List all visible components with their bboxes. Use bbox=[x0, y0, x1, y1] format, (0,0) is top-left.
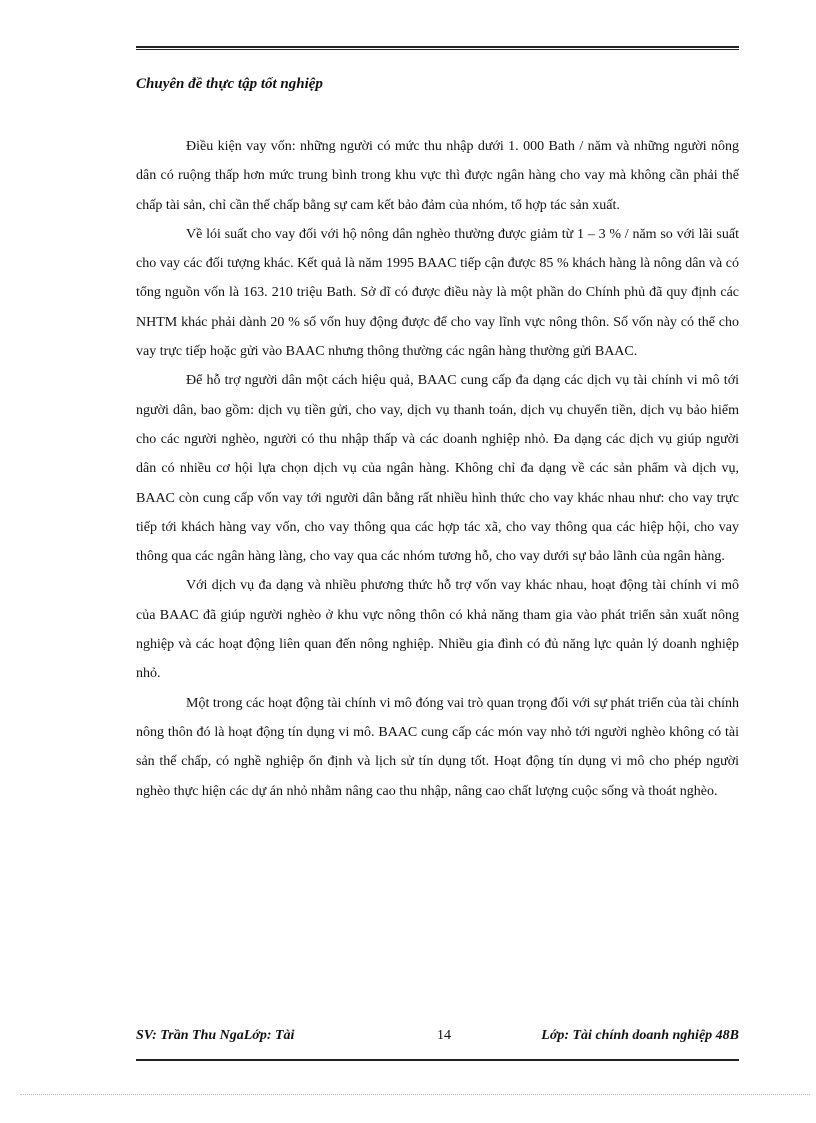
footer-student-info: SV: Trần Thu NgaLớp: Tài bbox=[136, 1028, 295, 1043]
page-footer bbox=[136, 1028, 739, 1050]
footer-class-info: Lớp: Tài chính doanh nghiệp 48B bbox=[541, 1028, 739, 1043]
paragraph-loan-conditions: Điều kiện vay vốn: những người có mức thu nhập dưới 1. 000 Bath / năm và những người nông dân có ruộng thấp hơn mức trung bình trong khu vực thì được ngân hàng cho vay mà không cần phải thế chấp tài sản, chỉ cần thế chấp bằng sự cam kết bảo đảm của nhóm, tổ hợp tác sản xuất. bbox=[136, 139, 739, 213]
header-rule bbox=[136, 46, 739, 50]
paragraph-services: Để hỗ trợ người dân một cách hiệu quả, BAAC cung cấp đa dạng các dịch vụ tài chính vi mô tới người dân, bao gồm: dịch vụ tiền gửi, cho vay, dịch vụ thanh toán, dịch vụ chuyển tiền, dịch vụ bảo hiểm cho các người nghèo, người có thu nhập thấp và các doanh nghiệp nhỏ. Đa dạng các dịch vụ giúp người dân có nhiều cơ hội lựa chọn dịch vụ của ngân hàng. Không chỉ đa dạng về các sản phẩm và dịch vụ, BAAC còn cung cấp vốn vay tới người dân bằng rất nhiều hình thức cho vay khác nhau như: cho vay trực tiếp tới khách hàng vay vốn, cho vay thông qua các hợp tác xã, cho vay thông qua các hiệp hội, cho vay thông qua các ngân hàng làng, cho vay qua các nhóm tương hỗ, cho vay dưới sự bảo lãnh của ngân hàng. bbox=[136, 373, 739, 565]
document-body bbox=[136, 132, 739, 806]
paragraph-microcredit: Một trong các hoạt động tài chính vi mô đóng vai trò quan trọng đối với sự phát triển của tài chính nông thôn đó là hoạt động tín dụng vi mô. BAAC cung cấp các món vay nhỏ tới người nghèo không có tài sản thế chấp, có nghề nghiệp ổn định và lịch sử tín dụng tốt. Hoạt động tín dụng vi mô cho phép người nghèo thực hiện các dự án nhỏ nhằm nâng cao thu nhập, nâng cao chất lượng cuộc sống và thoát nghèo. bbox=[136, 695, 739, 799]
page-number: 14 bbox=[437, 1028, 451, 1043]
header-title: Chuyên đề thực tập tốt nghiệp bbox=[136, 76, 323, 92]
paragraph-support-methods: Với dịch vụ đa dạng và nhiều phương thức hỗ trợ vốn vay khác nhau, hoạt động tài chính vi mô của BAAC đã giúp người nghèo ở khu vực nông thôn có khả năng tham gia vào phát triển sản xuất nông nghiệp và các hoạt động liên quan đến nông nghiệp. Nhiều gia đình có đủ năng lực quản lý doanh nghiệp nhỏ. bbox=[136, 578, 739, 682]
footer-rule bbox=[136, 1059, 739, 1061]
page-break-line bbox=[20, 1094, 810, 1095]
paragraph-interest-rate: Về lói suất cho vay đối với hộ nông dân nghèo thường được giảm từ 1 – 3 % / năm so với lãi suất cho vay các đối tượng khác. Kết quả là năm 1995 BAAC tiếp cận được 85 % khách hàng là nông dân và có tổng nguồn vốn là 163. 210 triệu Bath. Sở dĩ có được điều này là một phần do Chính phủ đã quy định các NHTM khác phải dành 20 % số vốn huy động được để cho vay lĩnh vực nông thôn. Số vốn này có thể cho vay trực tiếp hoặc gửi vào BAAC nhưng thông thường các ngân hàng thường gửi BAAC. bbox=[136, 226, 739, 360]
